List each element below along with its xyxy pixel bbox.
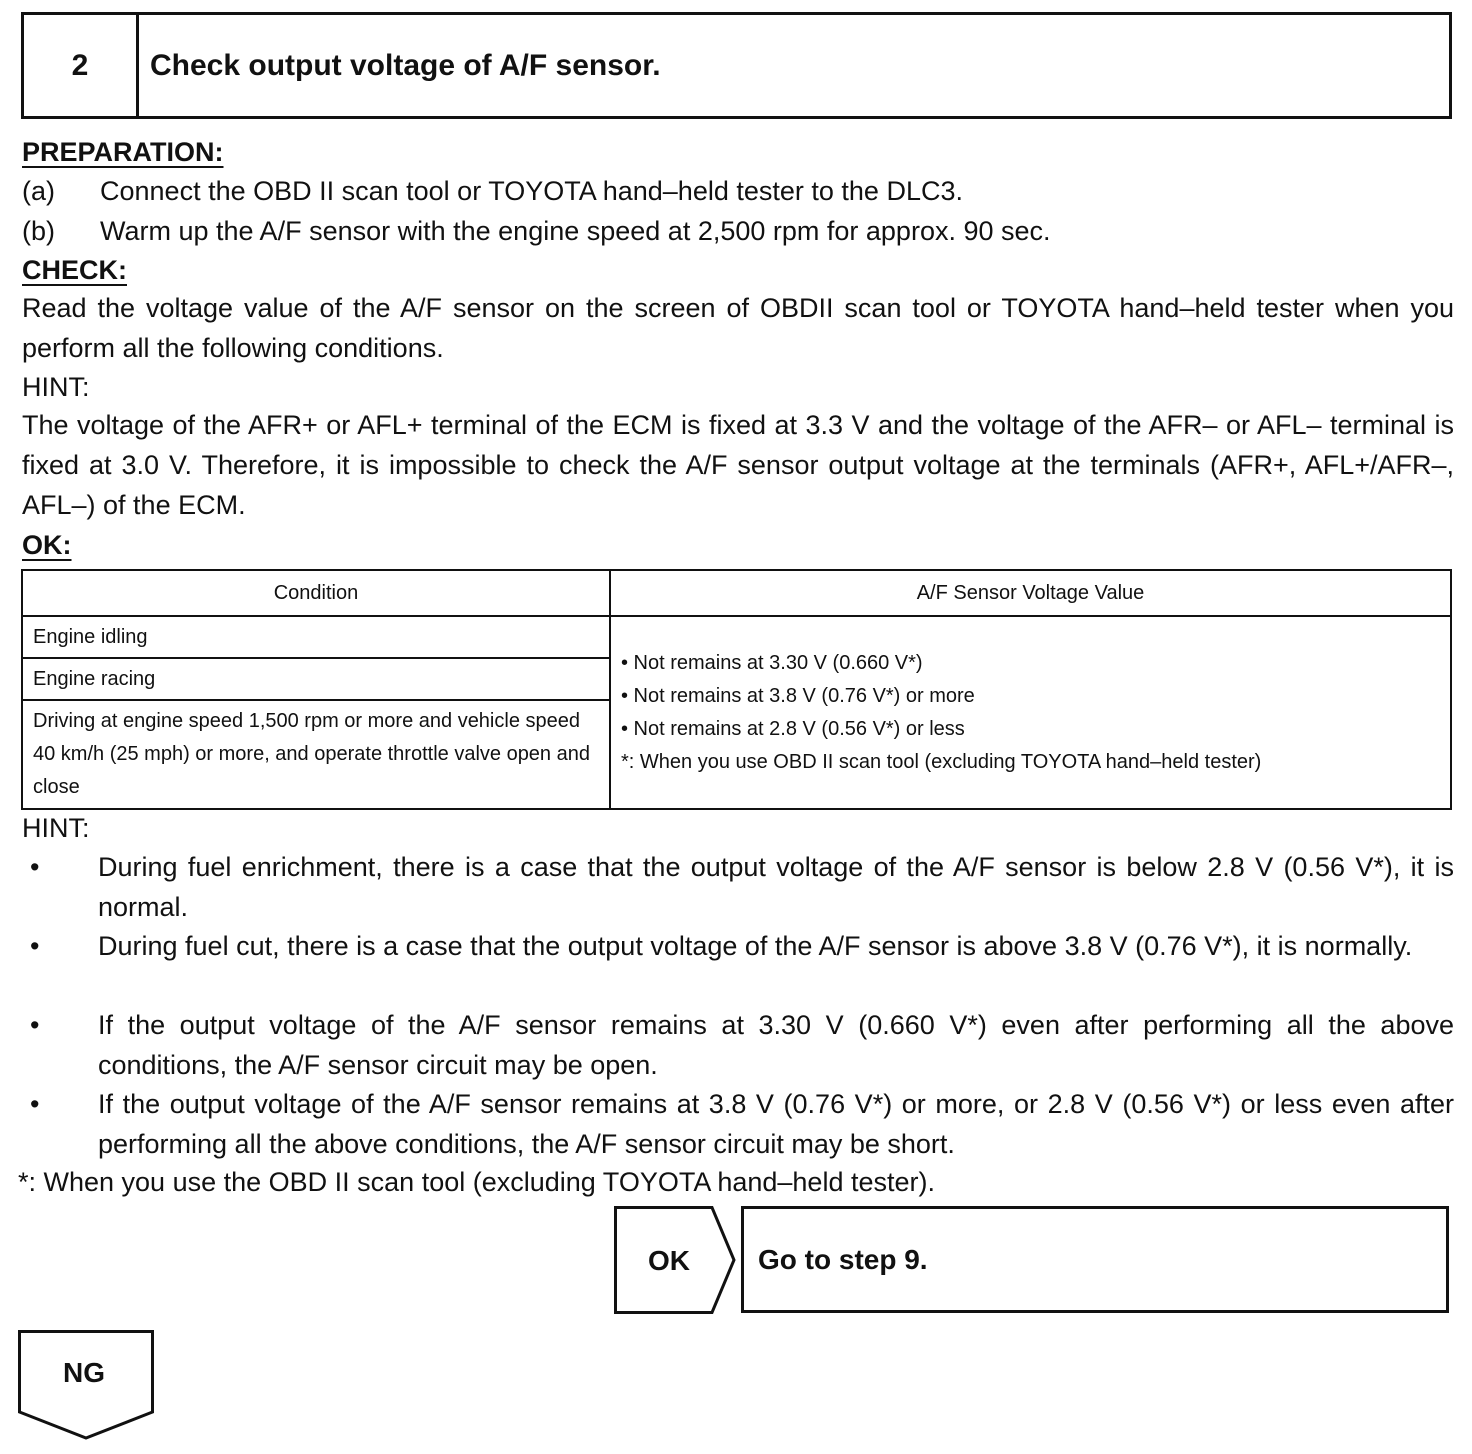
hint-bullet-text: If the output voltage of the A/F sensor remains at 3.8 V (0.76 V*) or more, or 2.8 V (0.56 V*) or less even after performing all the above conditions, the A/F sensor circuit may be short. <box>98 1089 1454 1159</box>
hint-bullet-item <box>30 926 1454 966</box>
ok-action-box <box>741 1206 1449 1313</box>
table-cell-condition: Engine racing <box>22 658 610 700</box>
preparation-item-text: Warm up the A/F sensor with the engine speed at 2,500 rpm for approx. 90 sec. <box>100 216 1051 246</box>
ok-arrow-label <box>614 1206 736 1314</box>
check-hint-label: HINT: <box>22 372 90 402</box>
value-footnote: *: When you use OBD II scan tool (excluding TOYOTA hand–held tester) <box>621 750 1262 773</box>
bullet-icon: • <box>30 931 40 961</box>
preparation-item-b <box>22 216 1051 247</box>
preparation-item-text: Connect the OBD II scan tool or TOYOTA hand–held tester to the DLC3. <box>100 176 963 206</box>
table-header-voltage: A/F Sensor Voltage Value <box>610 570 1451 616</box>
preparation-item-a <box>22 176 963 207</box>
value-line: • Not remains at 3.8 V (0.76 V*) or more <box>621 684 975 707</box>
hint-bullet-item <box>30 847 1454 927</box>
step-number: 2 <box>24 15 139 116</box>
ok-heading: OK: <box>22 530 72 560</box>
ok-table <box>21 569 1452 810</box>
step-header <box>21 12 1452 119</box>
hint-bullet-item <box>30 1084 1454 1164</box>
ok-action-text: Go to step 9. <box>758 1243 928 1275</box>
check-text: Read the voltage value of the A/F sensor on the screen of OBDII scan tool or TOYOTA hand–held tester when you perform all the following conditions. <box>22 293 1454 363</box>
table-header-condition: Condition <box>22 570 610 616</box>
bullet-icon: • <box>30 852 40 882</box>
preparation-item-tag: (b) <box>22 216 55 246</box>
hint-bullet-text: If the output voltage of the A/F sensor remains at 3.30 V (0.660 V*) even after performing all the above conditions, the A/F sensor circuit may be open. <box>98 1010 1454 1080</box>
table-cell-condition: Engine idling <box>22 616 610 658</box>
hint-bullet-text: During fuel cut, there is a case that the output voltage of the A/F sensor is above 3.8 V (0.76 V*), it is normally. <box>98 931 1413 961</box>
ng-label: NG <box>63 1357 105 1388</box>
value-line: • Not remains at 3.30 V (0.660 V*) <box>621 651 923 674</box>
hint-label: HINT: <box>22 813 90 843</box>
preparation-item-tag: (a) <box>22 176 55 206</box>
check-hint-text: The voltage of the AFR+ or AFL+ terminal of the ECM is fixed at 3.3 V and the voltage of the AFR– or AFL– terminal is fixed at 3.0 V. Therefore, it is impossible to check the A/F sensor output voltage at the terminals (AFR+, AFL+/AFR–, AFL–) of the ECM. <box>22 410 1454 520</box>
bullet-icon: • <box>30 1010 40 1040</box>
preparation-heading: PREPARATION: <box>22 137 224 167</box>
ng-arrow-label <box>18 1330 154 1440</box>
bullet-icon: • <box>30 1089 40 1119</box>
value-line: • Not remains at 2.8 V (0.56 V*) or less <box>621 717 965 740</box>
table-cell-condition: Driving at engine speed 1,500 rpm or more and vehicle speed 40 km/h (25 mph) or more, and operate throttle valve open and close <box>22 700 610 809</box>
check-heading: CHECK: <box>22 255 127 285</box>
table-cell-values <box>610 616 1451 809</box>
hint-bullet-item <box>30 1005 1454 1085</box>
step-title: Check output voltage of A/F sensor. <box>150 48 661 82</box>
hint-bullet-text: During fuel enrichment, there is a case that the output voltage of the A/F sensor is below 2.8 V (0.56 V*), it is normal. <box>98 852 1454 922</box>
hint-footnote: *: When you use the OBD II scan tool (excluding TOYOTA hand–held tester). <box>18 1167 935 1197</box>
ok-label: OK <box>648 1245 690 1276</box>
